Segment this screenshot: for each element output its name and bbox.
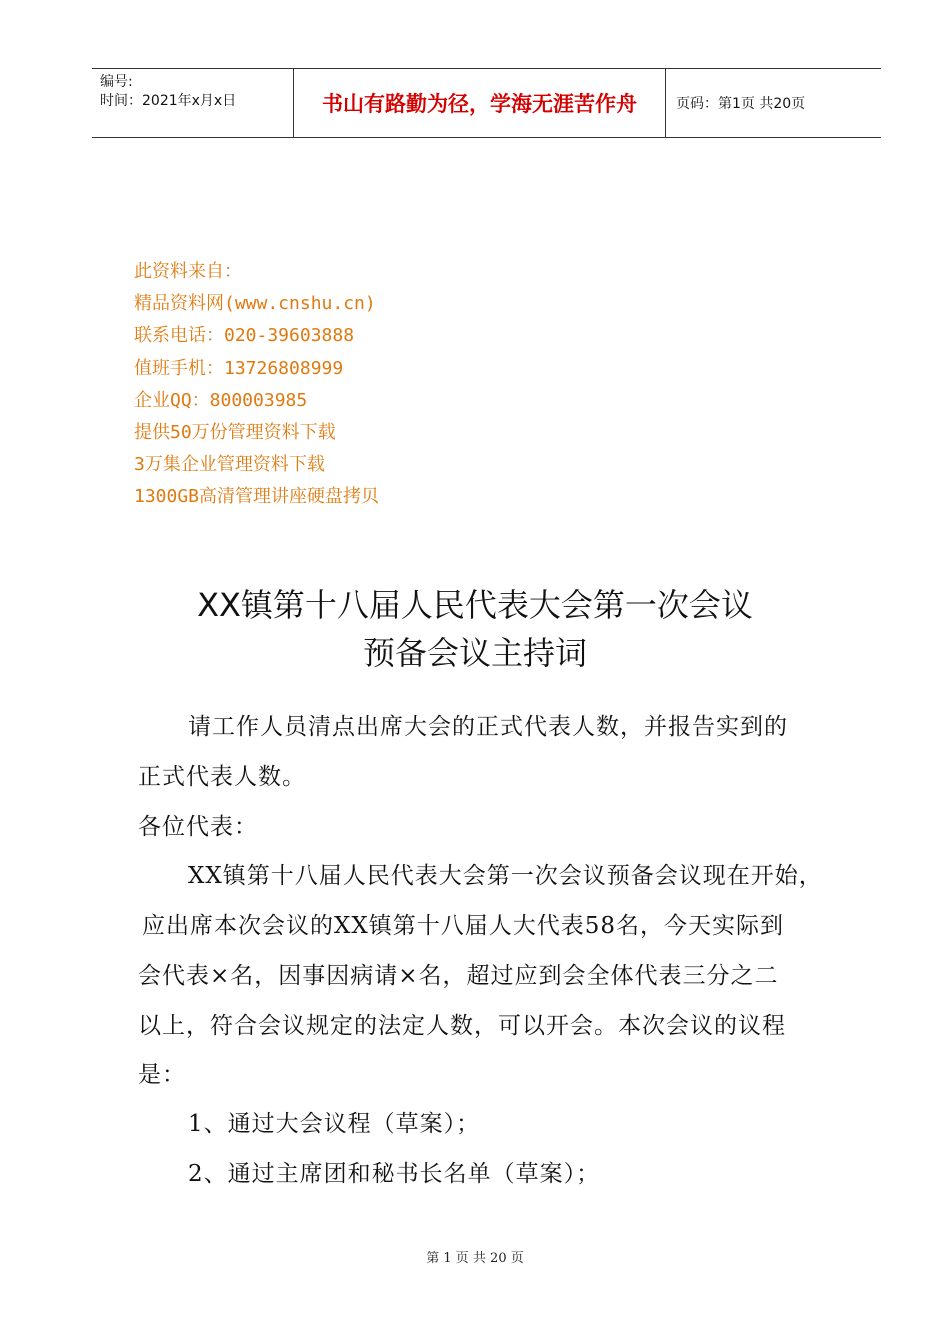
body-line: XX镇第十八届人民代表大会第一次会议预备会议现在开始， [188, 863, 823, 889]
agenda-item: 2、通过主席团和秘书长名单（草案）； [188, 1161, 601, 1187]
page-footer: 第 1 页 共 20 页 [426, 1251, 524, 1266]
document-title: XX镇第十八届人民代表大会第一次会议 [197, 586, 753, 624]
body-line: 以上，符合会议规定的法定人数，可以开会。本次会议的议程 [138, 1013, 786, 1039]
body-line: 会代表×名，因事因病请×名，超过应到会全体代表三分之二 [138, 963, 779, 989]
source-line: 1300GB高清管理讲座硬盘拷贝 [134, 486, 380, 508]
source-line: 提供50万份管理资料下载 [134, 422, 336, 444]
body-line: 应出席本次会议的XX镇第十八届人大代表58名，今天实际到 [142, 913, 785, 939]
agenda-item: 1、通过大会议程（草案）； [188, 1111, 481, 1137]
time-label: 时间：2021年x月x日 [100, 93, 237, 109]
header-motto: 书山有路勤为径，学海无涯苦作舟 [293, 69, 666, 137]
number-label: 编号: [100, 74, 133, 90]
source-line: 精品资料网(www.cnshu.cn) [134, 293, 376, 315]
body-line: 各位代表： [138, 814, 258, 840]
document-header [92, 68, 881, 138]
source-line: 值班手机：13726808999 [134, 357, 344, 379]
document-subtitle: 预备会议主持词 [362, 634, 587, 672]
source-line: 此资料来自： [134, 261, 242, 282]
header-meta [92, 69, 293, 137]
source-line: 联系电话：020-39603888 [134, 325, 355, 347]
header-page-info: 页码：第1页 共20页 [676, 96, 806, 112]
source-line: 企业QQ：800003985 [134, 389, 308, 411]
body-line: 正式代表人数。 [138, 764, 306, 790]
source-info-block [134, 256, 379, 514]
body-line: 请工作人员清点出席大会的正式代表人数，并报告实到的 [188, 714, 788, 740]
source-line: 3万集企业管理资料下载 [134, 454, 325, 476]
body-line: 是： [138, 1062, 186, 1088]
